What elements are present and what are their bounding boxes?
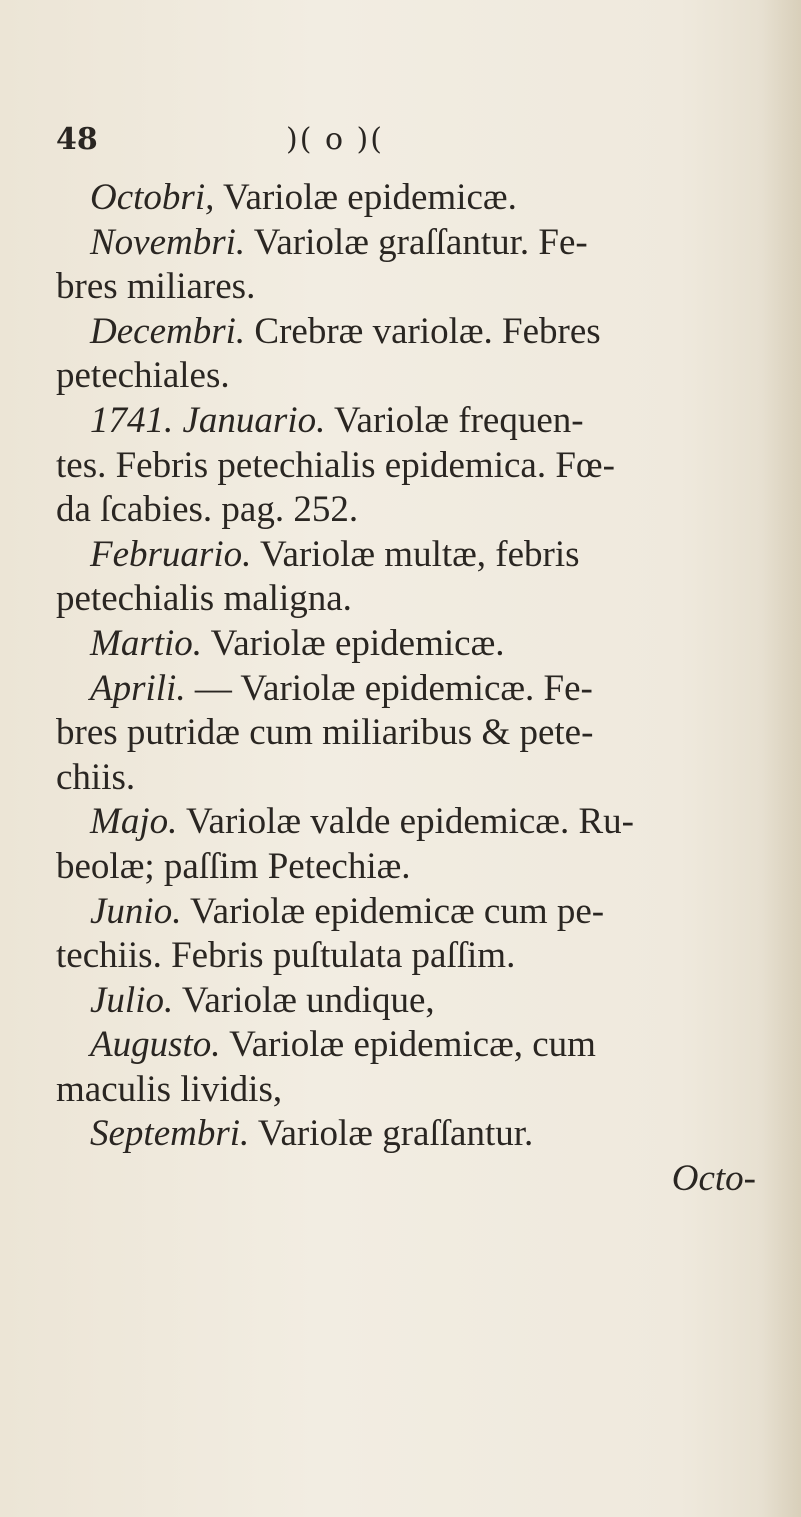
line-text: petechiales. xyxy=(56,355,230,397)
month-label: Septembri. xyxy=(90,1113,250,1155)
month-label: Decembri. xyxy=(90,310,246,352)
catchword: Octo- xyxy=(671,1158,756,1200)
line-text: Variolæ epidemicæ. xyxy=(214,177,517,218)
running-header xyxy=(0,122,801,172)
text-line xyxy=(56,934,776,979)
text-line xyxy=(56,667,776,712)
text-line xyxy=(56,533,776,578)
text-line xyxy=(56,1112,776,1157)
line-text: Variolæ multæ, febris xyxy=(251,533,580,575)
line-text: Crebræ variolæ. Febres xyxy=(245,310,601,352)
month-label: Julio. xyxy=(90,979,174,1021)
text-line xyxy=(56,711,776,756)
line-text: bres miliares. xyxy=(56,266,256,308)
line-text: da ſcabies. pag. 252. xyxy=(56,489,359,531)
text-line xyxy=(56,488,776,533)
line-text: beolæ; paſſim Petechiæ. xyxy=(56,845,411,887)
month-label: Novembri. xyxy=(90,221,246,263)
month-label: Majo. xyxy=(90,801,178,843)
month-label: Martio. xyxy=(90,622,203,664)
line-text: maculis lividis, xyxy=(56,1068,283,1110)
text-line xyxy=(56,577,776,622)
line-text: Variolæ valde epidemicæ. Ru- xyxy=(177,801,634,843)
month-label: Aprili. xyxy=(90,667,186,709)
line-text: chiis. xyxy=(56,756,136,798)
text-line xyxy=(56,265,776,310)
text-line xyxy=(56,221,776,266)
line-text: Variolæ graſſantur. Fe- xyxy=(245,221,588,263)
month-label: Octobri, xyxy=(90,177,215,218)
text-line xyxy=(56,354,776,399)
line-text: Variolæ graſſantur. xyxy=(249,1113,534,1155)
text-line xyxy=(56,622,776,667)
text-line xyxy=(56,310,776,355)
text-line xyxy=(56,756,776,801)
month-label: Februario. xyxy=(90,533,252,575)
text-line xyxy=(56,979,776,1024)
page-number: 48 xyxy=(56,122,98,157)
text-line xyxy=(56,176,776,221)
text-line xyxy=(56,845,776,890)
line-text: — Variolæ epidemicæ. Fe- xyxy=(185,667,593,709)
text-line xyxy=(56,1068,776,1113)
month-label: Junio. xyxy=(90,890,182,932)
body-text xyxy=(56,176,776,1202)
text-line xyxy=(56,1023,776,1068)
line-text: techiis. Febris puſtulata paſſim. xyxy=(56,935,516,977)
line-text: bres putridæ cum miliaribus & pete- xyxy=(56,712,594,754)
text-line xyxy=(56,399,776,444)
header-ornament: )( o )( xyxy=(286,122,384,157)
text-line xyxy=(56,444,776,489)
line-text: petechialis maligna. xyxy=(56,578,352,620)
line-text: Variolæ frequen- xyxy=(325,399,584,441)
month-label: 1741. Januario. xyxy=(90,399,326,441)
month-label: Augusto. xyxy=(90,1024,221,1066)
text-line xyxy=(56,890,776,935)
line-text: Variolæ epidemicæ, cum xyxy=(220,1024,596,1066)
text-line xyxy=(56,800,776,845)
line-text: Variolæ undique, xyxy=(173,979,435,1021)
line-text: Variolæ epidemicæ. xyxy=(202,622,505,664)
line-text: Variolæ epidemicæ cum pe- xyxy=(181,890,605,932)
line-text: tes. Febris petechialis epidemica. Fœ- xyxy=(56,444,615,486)
